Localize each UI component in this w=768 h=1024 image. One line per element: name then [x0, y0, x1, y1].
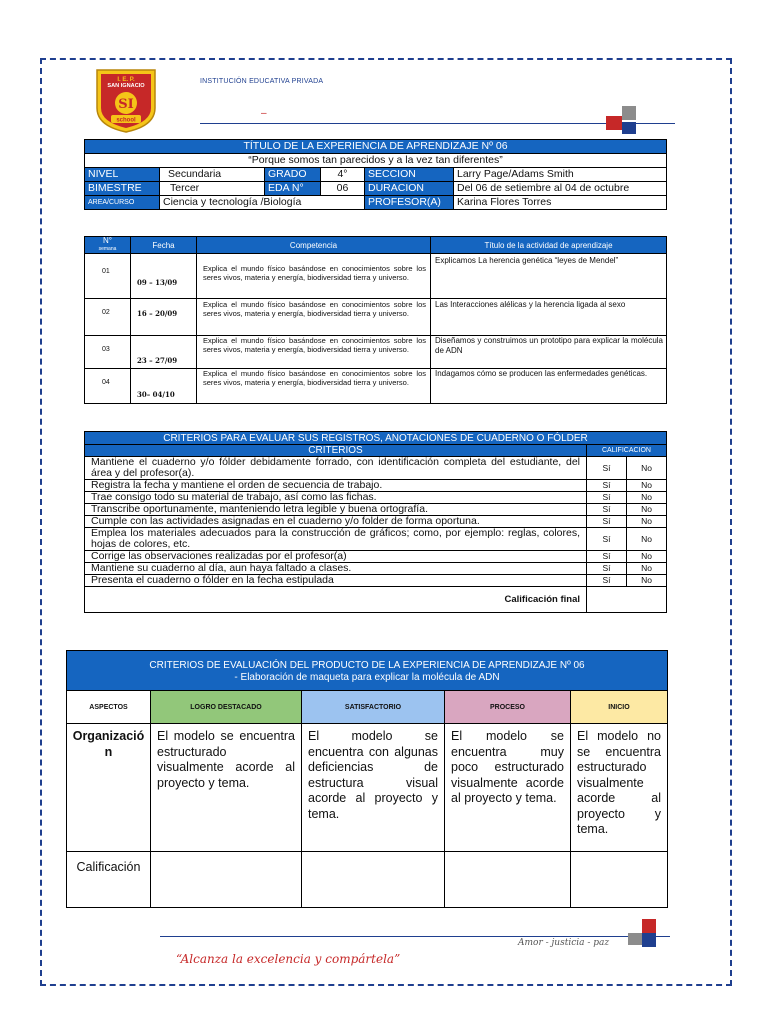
area-value: Ciencia y tecnología /Biología: [160, 196, 365, 210]
criterion-text: Emplea los materiales adecuados para la construcción de gráficos; como, por ejemplo: reglas, colores, hojas de colores, etc.: [85, 528, 587, 551]
navy-square: [622, 122, 636, 134]
table-row: [85, 492, 667, 504]
no-cell: No: [627, 551, 667, 563]
week-date: 16 – 20/09: [131, 299, 197, 336]
product-criteria-table: [66, 650, 668, 908]
gray-square: [622, 106, 636, 120]
competencia-text: Explica el mundo físico basándose en conocimientos sobre los seres vivos, materia y energía, biodiversidad tierra y universo.: [197, 369, 431, 404]
aspectos-header: ASPECTOS: [67, 691, 151, 724]
competencia-text: Explica el mundo físico basándose en conocimientos sobre los seres vivos, materia y energía, biodiversidad tierra y universo.: [197, 299, 431, 336]
calificacion-header: CALIFICACION: [587, 445, 667, 457]
notebook-criteria-table: [84, 431, 667, 613]
criterion-text: Presenta el cuaderno o fólder en la fecha estipulada: [85, 575, 587, 587]
no-cell: No: [627, 504, 667, 516]
criterion-text: Mantiene su cuaderno al día, aun haya faltado a clases.: [85, 563, 587, 575]
table-row: [85, 336, 667, 369]
grado-value: 4°: [321, 168, 365, 182]
table-row: [85, 504, 667, 516]
yes-cell: Sí: [587, 492, 627, 504]
week-number: 02: [85, 299, 131, 336]
week-number: 04: [85, 369, 131, 404]
no-cell: No: [627, 516, 667, 528]
criterion-text: Trae consigo todo su material de trabajo, así como las fichas.: [85, 492, 587, 504]
week-number: 01: [85, 254, 131, 299]
header-dash: –: [261, 108, 267, 119]
bimestre-value: Tercer: [160, 182, 265, 196]
week-date: 23 – 27/09: [131, 336, 197, 369]
table-row: [85, 299, 667, 336]
product-title: CRITERIOS DE EVALUACIÓN DEL PRODUCTO DE LA EXPERIENCIA DE APRENDIZAJE Nº 06: [149, 660, 585, 671]
nivel-label: NIVEL: [85, 168, 160, 182]
gray-square: [628, 933, 642, 945]
table-row: [85, 528, 667, 551]
svg-text:school: school: [116, 117, 136, 124]
table-row: [85, 575, 667, 587]
table-row: [85, 480, 667, 492]
criterion-text: Mantiene el cuaderno y/o fólder debidamente forrado, con identificación completa del estudiante, del área y del profesor(a).: [85, 457, 587, 480]
product-header: [66, 650, 668, 690]
eda-label: EDA N°: [265, 182, 321, 196]
table-row: [85, 516, 667, 528]
svg-text:SI: SI: [118, 97, 134, 112]
red-square: [606, 116, 622, 130]
activity-title: Diseñamos y construimos un prototipo para explicar la molécula de ADN: [431, 336, 667, 369]
criterion-text: Transcribe oportunamente, manteniendo letra legible y buena ortografía.: [85, 504, 587, 516]
slogan-text: “Alcanza la excelencia y compártela”: [176, 952, 401, 966]
competencia-header: Competencia: [197, 237, 431, 254]
proceso-header: PROCESO: [445, 691, 571, 724]
activities-table: [84, 236, 667, 404]
activity-title: Indagamos cómo se producen las enfermedades genéticas.: [431, 369, 667, 404]
yes-cell: Sí: [587, 457, 627, 480]
satisfactorio-text: El modelo se encuentra con algunas deficiencias de estructura visual acorde al proyecto y tema.: [302, 724, 445, 852]
profesor-label: PROFESOR(A): [365, 196, 454, 210]
seccion-value: Larry Page/Adams Smith: [454, 168, 667, 182]
bimestre-label: BIMESTRE: [85, 182, 160, 196]
footer-rule: [160, 936, 670, 937]
seccion-label: SECCION: [365, 168, 454, 182]
titulo-header: Título de la actividad de aprendizaje: [431, 237, 667, 254]
institution-label: INSTITUCIÓN EDUCATIVA PRIVADA: [200, 78, 324, 85]
yes-cell: Sí: [587, 516, 627, 528]
nivel-value: Secundaria: [160, 168, 265, 182]
proceso-text: El modelo se encuentra muy poco estructurado visualmente acorde al proyecto y tema.: [445, 724, 571, 852]
criterion-text: Registra la fecha y mantiene el orden de secuencia de trabajo.: [85, 480, 587, 492]
grade-cell[interactable]: [151, 852, 302, 908]
yes-cell: Sí: [587, 563, 627, 575]
eda-value: 06: [321, 182, 365, 196]
competencia-text: Explica el mundo físico basándose en conocimientos sobre los seres vivos, materia y energía, biodiversidad tierra y universo.: [197, 336, 431, 369]
duracion-value: Del 06 de setiembre al 04 de octubre: [454, 182, 667, 196]
no-cell: No: [627, 480, 667, 492]
profesor-value: Karina Flores Torres: [454, 196, 667, 210]
experience-subtitle: “Porque somos tan parecidos y a la vez tan diferentes”: [85, 154, 667, 168]
competencia-text: Explica el mundo físico basándose en conocimientos sobre los seres vivos, materia y energía, biodiversidad tierra y universo.: [197, 254, 431, 299]
week-date: 09 – 13/09: [131, 254, 197, 299]
num-header: N° semana: [85, 237, 131, 254]
fecha-header: Fecha: [131, 237, 197, 254]
grade-cell[interactable]: [571, 852, 668, 908]
no-cell: No: [627, 563, 667, 575]
red-square: [642, 919, 656, 933]
criterios-header: CRITERIOS: [85, 445, 587, 457]
activity-title: Las Interacciones alélicas y la herencia ligada al sexo: [431, 299, 667, 336]
final-grade-cell[interactable]: [587, 587, 667, 613]
experience-table: [84, 139, 667, 210]
criterion-text: Corrige las observaciones realizadas por el profesor(a): [85, 551, 587, 563]
yes-cell: Sí: [587, 551, 627, 563]
criterion-text: Cumple con las actividades asignadas en el cuaderno y/o folder de forma oportuna.: [85, 516, 587, 528]
experience-title: TÍTULO DE LA EXPERIENCIA DE APRENDIZAJE Nº 06: [85, 140, 667, 154]
yes-cell: Sí: [587, 480, 627, 492]
area-label: AREA/CURSO: [85, 196, 160, 210]
no-cell: No: [627, 575, 667, 587]
svg-text:I. E. P.: I. E. P.: [117, 77, 135, 83]
logro-text: El modelo se encuentra estructurado visualmente acorde al proyecto y tema.: [151, 724, 302, 852]
grade-cell[interactable]: [445, 852, 571, 908]
school-logo: [95, 68, 157, 134]
yes-cell: Sí: [587, 575, 627, 587]
svg-text:SAN IGNACIO: SAN IGNACIO: [107, 83, 145, 89]
product-subtitle: - Elaboración de maqueta para explicar la molécula de ADN: [234, 672, 500, 683]
grado-label: GRADO: [265, 168, 321, 182]
satisfactorio-header: SATISFACTORIO: [302, 691, 445, 724]
table-row: [85, 254, 667, 299]
header-rule: [200, 123, 675, 124]
navy-square: [642, 933, 656, 947]
week-number: 03: [85, 336, 131, 369]
no-cell: No: [627, 457, 667, 480]
table-row: [85, 369, 667, 404]
grade-cell[interactable]: [302, 852, 445, 908]
no-cell: No: [627, 528, 667, 551]
calificacion-label: Calificación: [67, 852, 151, 908]
no-cell: No: [627, 492, 667, 504]
activity-title: Explicamos La herencia genética “leyes de Mendel”: [431, 254, 667, 299]
duracion-label: DURACION: [365, 182, 454, 196]
table-row: [85, 551, 667, 563]
inicio-header: INICIO: [571, 691, 668, 724]
aspect-label: Organización: [67, 724, 151, 852]
logro-header: LOGRO DESTACADO: [151, 691, 302, 724]
table-row: [85, 563, 667, 575]
yes-cell: Sí: [587, 504, 627, 516]
yes-cell: Sí: [587, 528, 627, 551]
inicio-text: El modelo no se encuentra estructurado visualmente acorde al proyecto y tema.: [571, 724, 668, 852]
week-date: 30– 04/10: [131, 369, 197, 404]
motto-text: Amor - justicia - paz: [518, 938, 610, 948]
table-row: [85, 457, 667, 480]
final-grade-label: Calificación final: [85, 587, 587, 613]
notebook-title: CRITERIOS PARA EVALUAR SUS REGISTROS, ANOTACIONES DE CUADERNO O FÓLDER: [85, 432, 667, 445]
